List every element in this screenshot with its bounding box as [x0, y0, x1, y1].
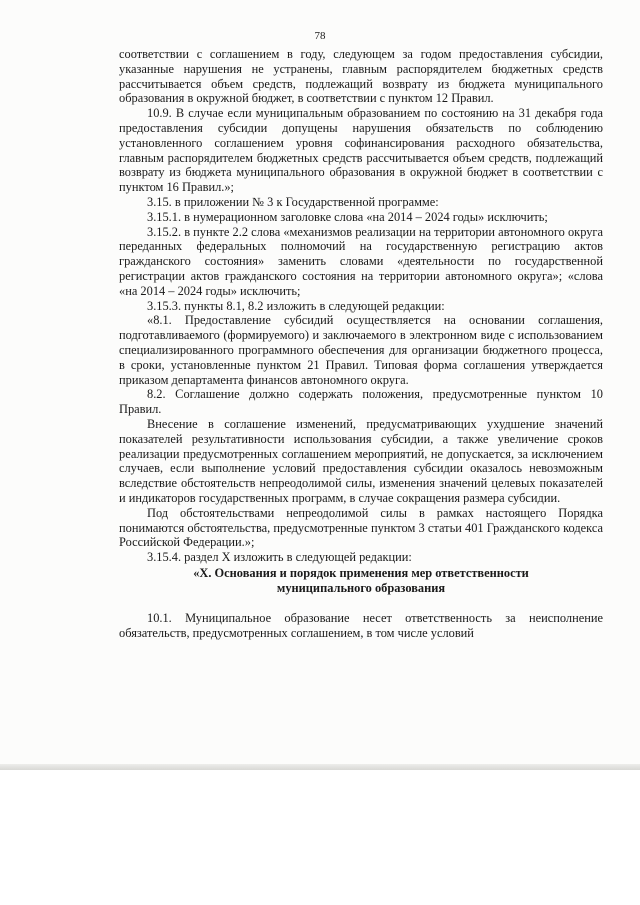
- paragraph: «8.1. Предоставление субсидий осуществляется на основании соглашения, подготавливаемого (формируемого) и заключаемого в электронном виде с использованием специализированного программного обеспечения для организации бюджетного процесса, в сроки, установленные пунктом 21 Правил. Типовая форма соглашения утверждается приказом департамента финансов автономного округа.: [119, 313, 603, 387]
- document-body: [119, 47, 603, 640]
- paragraph: 8.2. Соглашение должно содержать положения, предусмотренные пунктом 10 Правил.: [119, 387, 603, 417]
- paragraph: 3.15.3. пункты 8.1, 8.2 изложить в следующей редакции:: [147, 298, 445, 313]
- section-heading-continuation: муниципального образования: [276, 580, 446, 595]
- paragraph: 10.1. Муниципальное образование несет ответственность за неисполнение обязательств, предусмотренных соглашением, в том числе условий: [119, 610, 603, 640]
- blank-line: [119, 596, 603, 611]
- paragraph: 3.15.4. раздел X изложить в следующей редакции:: [147, 550, 412, 565]
- paragraph: Под обстоятельствами непреодолимой силы в рамках настоящего Порядка понимаются обстоятельства, предусмотренные пунктом 3 статьи 401 Гражданского кодекса Российской Федерации.»;: [119, 505, 603, 550]
- paragraph: 10.9. В случае если муниципальным образованием по состоянию на 31 декабря года предоставления субсидии допущены нарушения обязательств по соблюдению установленного соглашением уровня софинансирования расходного обязательства, главным распорядителем бюджетных средств рассчитывается объем средств, подлежащий возврату из бюджета муниципального образования в окружной бюджет в соответствии с пунктом 16 Правил.»;: [119, 106, 603, 195]
- paragraph: соответствии с соглашением в году, следующем за годом предоставления субсидии, указанные нарушения не устранены, главным распорядителем бюджетных средств рассчитывается объем средств, подлежащий возврату из бюджета муниципального образования в окружной бюджет, в соответствии с пунктом 12 Правил.: [119, 47, 603, 106]
- section-heading: «X. Основания и порядок применения мер ответственности: [193, 565, 529, 580]
- paragraph: 3.15.1. в нумерационном заголовке слова «на 2014 – 2024 годы» исключить;: [147, 209, 548, 224]
- paragraph: Внесение в соглашение изменений, предусматривающих ухудшение значений показателей результативности использования субсидии, а также увеличение сроков реализации предусмотренных соглашением мероприятий, не допускается, за исключением случаев, если выполнение условий предоставления субсидии оказалось невозможным вследствие обстоятельств непреодолимой силы, изменения значений целевых показателей и индикаторов государственных программ, в случае сокращения размера субсидии.: [119, 416, 603, 505]
- paragraph: 3.15.2. в пункте 2.2 слова «механизмов реализации на территории автономного округа переданных федеральных полномочий на государственную регистрацию актов гражданского состояния» заменить словами «деятельности по государственной регистрации актов гражданского состояния на территории автономного округа»; «слова «на 2014 – 2024 годы» исключить;: [119, 224, 603, 298]
- paragraph: 3.15. в приложении № 3 к Государственной программе:: [147, 194, 439, 209]
- page-number: 78: [314, 30, 326, 42]
- page-bottom-edge: [0, 764, 640, 770]
